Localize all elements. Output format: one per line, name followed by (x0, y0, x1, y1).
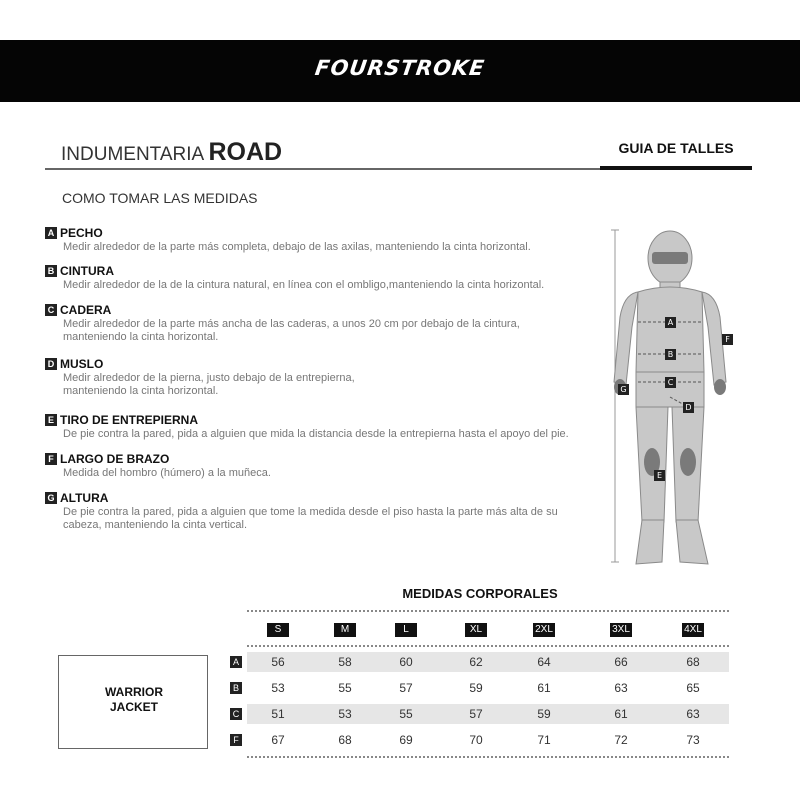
measurement-description: manteniendo la cinta horizontal. (63, 385, 219, 397)
measurement-name: TIRO DE ENTREPIERNA (60, 413, 199, 427)
measurement-letter: B (45, 265, 57, 277)
measurement-name: CINTURA (60, 264, 114, 278)
how-to-measure-heading: COMO TOMAR LAS MEDIDAS (62, 190, 258, 206)
table-cell: 53 (338, 707, 352, 721)
measurement-description: Medir alrededor de la parte más ancha de las caderas, a unos 20 cm por debajo de la cintura, (63, 318, 520, 330)
measurement-item (45, 491, 605, 532)
measurement-name: MUSLO (60, 357, 104, 371)
size-guide-label: GUIA DE TALLES (600, 130, 752, 170)
measurement-description: De pie contra la pared, pida a alguien que mida la distancia desde la entrepierna hasta el apoyo del pie. (63, 428, 569, 440)
page-title (45, 130, 600, 170)
measurement-item (45, 357, 605, 398)
figure-label-a: A (665, 317, 676, 328)
table-cell: 72 (614, 733, 628, 747)
row-letter: B (230, 682, 242, 694)
measurement-letter: G (45, 492, 57, 504)
table-cell: 53 (271, 681, 285, 695)
figure-label-f: F (722, 334, 733, 345)
measurement-letter: F (45, 453, 57, 465)
table-cell: 55 (338, 681, 352, 695)
row-letter: A (230, 656, 242, 668)
measurement-letter: C (45, 304, 57, 316)
measurement-description: Medir alrededor de la pierna, justo debajo de la entrepierna, (63, 372, 355, 384)
table-cell: 65 (686, 681, 700, 695)
table-cell: 63 (686, 707, 700, 721)
table-cell: 63 (614, 681, 628, 695)
measurement-letter: D (45, 358, 57, 370)
measurement-name: ALTURA (60, 491, 109, 505)
size-header: XL (465, 623, 487, 637)
title-category: INDUMENTARIA (61, 144, 204, 165)
measurement-item (45, 303, 605, 344)
figure-label-b: B (665, 349, 676, 360)
size-header: L (395, 623, 417, 637)
body-figure (590, 222, 750, 582)
table-cell: 57 (469, 707, 483, 721)
title-line: ROAD (208, 138, 283, 166)
row-letter: F (230, 734, 242, 746)
product-name-line: JACKET (109, 700, 158, 714)
size-header: M (334, 623, 356, 637)
size-header: 2XL (533, 623, 555, 637)
header-bar (0, 40, 800, 102)
size-header: S (267, 623, 289, 637)
table-cell: 61 (614, 707, 628, 721)
table-cell: 73 (686, 733, 700, 747)
table-cell: 56 (271, 655, 285, 669)
product-name-line: WARRIOR (105, 685, 163, 699)
table-cell: 60 (399, 655, 413, 669)
measurement-description: Medir alrededor de la parte más completa, debajo de las axilas, manteniendo la cinta horizontal. (63, 241, 531, 253)
table-cell: 62 (469, 655, 483, 669)
measurement-item (45, 264, 605, 292)
table-cell: 57 (399, 681, 413, 695)
table-cell: 55 (399, 707, 413, 721)
measurement-letter: E (45, 414, 57, 426)
measurement-item (45, 413, 605, 441)
table-cell: 71 (537, 733, 551, 747)
table-cell: 66 (614, 655, 628, 669)
row-letter: C (230, 708, 242, 720)
table-title: MEDIDAS CORPORALES (402, 586, 558, 601)
table-cell: 59 (537, 707, 551, 721)
product-box (58, 655, 208, 749)
measurement-description: Medida del hombro (húmero) a la muñeca. (63, 467, 271, 479)
measurement-item (45, 226, 605, 254)
brand-logo: FOURSTROKE (313, 56, 487, 80)
table-cell: 61 (537, 681, 551, 695)
figure-label-d: D (683, 402, 694, 413)
table-cell: 64 (537, 655, 551, 669)
table-cell: 59 (469, 681, 483, 695)
divider (247, 756, 729, 758)
divider (247, 645, 729, 647)
measurement-name: CADERA (60, 303, 112, 317)
measurement-item (45, 452, 605, 480)
measurement-name: LARGO DE BRAZO (60, 452, 170, 466)
table-cell: 70 (469, 733, 483, 747)
divider (247, 610, 729, 612)
size-header: 4XL (682, 623, 704, 637)
table-cell: 69 (399, 733, 413, 747)
measurement-description: cabeza, manteniendo la cinta vertical. (63, 519, 248, 531)
table-cell: 58 (338, 655, 352, 669)
figure-label-g: G (618, 384, 629, 395)
table-cell: 68 (686, 655, 700, 669)
measurement-letter: A (45, 227, 57, 239)
table-cell: 67 (271, 733, 285, 747)
figure-label-e: E (654, 470, 665, 481)
figure-label-c: C (665, 377, 676, 388)
rider-silhouette-icon (590, 222, 750, 582)
measurement-name: PECHO (60, 226, 103, 240)
size-header: 3XL (610, 623, 632, 637)
measurement-description: manteniendo la cinta horizontal. (63, 331, 219, 343)
table-cell: 68 (338, 733, 352, 747)
table-cell: 51 (271, 707, 285, 721)
measurement-description: Medir alrededor de la de la cintura natural, en línea con el ombligo,manteniendo la cinta horizontal. (63, 279, 545, 291)
measurement-description: De pie contra la pared, pida a alguien que tome la medida desde el piso hasta la parte más alta de su (63, 506, 558, 518)
